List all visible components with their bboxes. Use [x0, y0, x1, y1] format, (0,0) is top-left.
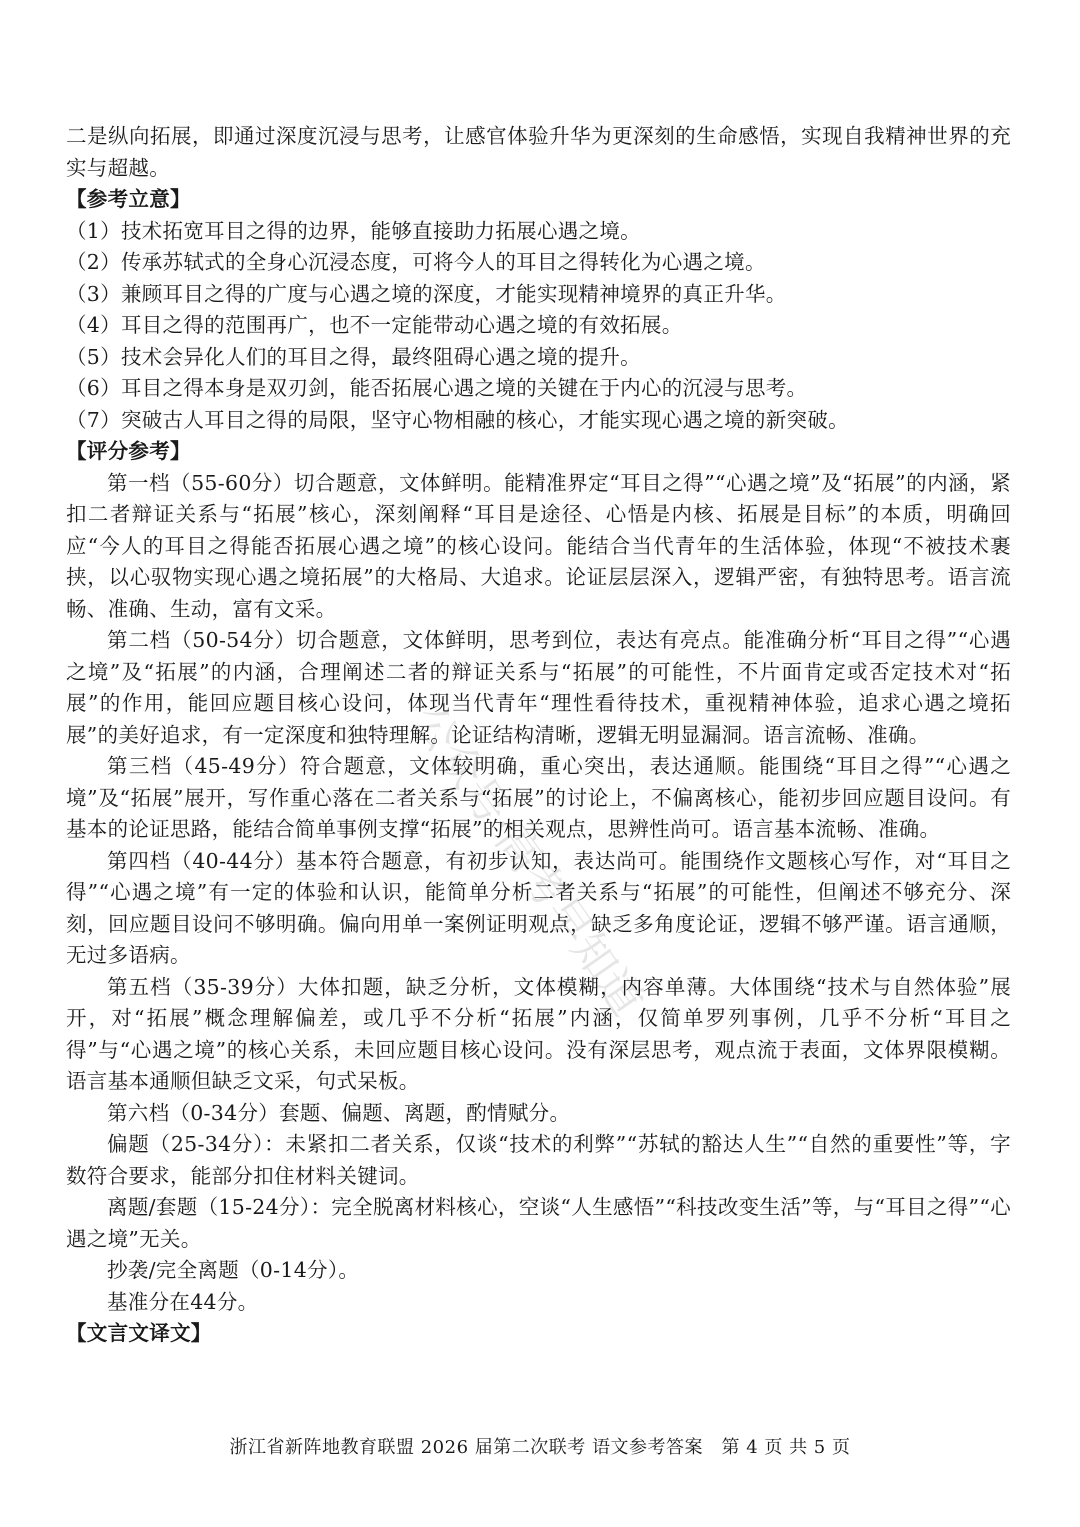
scoring-off-topic: 偏题（25-34分）：未紧扣二者关系，仅谈“技术的利弊”“苏轼的豁达人生”“自然的重要性”等，字数符合要求，能部分扣住材料关键词。 — [66, 1132, 1011, 1188]
page-footer: 浙江省新阵地教育联盟 2026 届第二次联考 语文参考答案 第 4 页 共 5 页 — [229, 1437, 851, 1458]
translation-heading: 【文言文译文】 — [66, 1321, 212, 1345]
list-item: （1）技术拓宽耳目之得的边界，能够直接助力拓展心遇之境。 — [66, 218, 641, 243]
list-item: （6）耳目之得本身是双刃剑，能否拓展心遇之境的关键在于内心的沉浸与思考。 — [66, 376, 808, 400]
scoring-tier-2: 第二档（50-54分）切合题意，文体鲜明，思考到位，表达有亮点。能准确分析“耳目之得”“心遇之境”及“拓展”的内涵，合理阐述二者的辩证关系与“拓展”的可能性，不片面肯定或否定技术对“拓展”的作用，能回应题目核心设问，体现当代青年“理性看待技术，重视精神体验，追求心遇之境拓展”的美好追求，有一定深度和独特理解。论证结构清晰，逻辑无明显漏洞。语言流畅、准确。 — [66, 628, 1011, 747]
document-body — [66, 121, 1011, 1350]
scoring-tier-1: 第一档（55-60分）切合题意，文体鲜明。能精准界定“耳目之得”“心遇之境”及“拓展”的内涵，紧扣二者辩证关系与“拓展”核心，深刻阐释“耳目是途径、心悟是内核、拓展是目标”的本质，明确回应“今人的耳目之得能否拓展心遇之境”的核心设问。能结合当代青年的生活体验，体现“不被技术裹挟，以心驭物实现心遇之境拓展”的大格局、大追求。论证层层深入，逻辑严密，有独特思考。语言流畅、准确、生动，富有文采。 — [66, 470, 1011, 621]
scoring-baseline: 基准分在44分。 — [107, 1289, 259, 1314]
list-item: （5）技术会异化人们的耳目之得，最终阻碍心遇之境的提升。 — [66, 344, 641, 369]
list-item: （3）兼顾耳目之得的广度与心遇之境的深度，才能实现精神境界的真正升华。 — [66, 281, 787, 306]
scoring-tier-6: 第六档（0-34分）套题、偏题、离题，酌情赋分。 — [107, 1100, 571, 1125]
scoring-plagiarism: 抄袭/完全离题（0-14分）。 — [107, 1258, 360, 1282]
reference-intent-list — [66, 216, 1011, 437]
scoring-tier-5: 第五档（35-39分）大体扣题，缺乏分析，文体模糊，内容单薄。大体围绕“技术与自然体验”展开，对“拓展”概念理解偏差，或几乎不分析“拓展”内涵，仅简单罗列事例，几乎不分析“耳目之得”与“心遇之境”的核心关系，未回应题目核心设问。没有深层思考，观点流于表面，文体界限模糊。语言基本通顺但缺乏文采，句式呆板。 — [66, 974, 1011, 1093]
scoring-irrelevant: 离题/套题（15-24分）：完全脱离材料核心，空谈“人生感悟”“科技改变生活”等，与“耳目之得”“心遇之境”无关。 — [66, 1195, 1011, 1251]
list-item: （4）耳目之得的范围再广，也不一定能带动心遇之境的有效拓展。 — [66, 313, 683, 337]
list-item: （2）传承苏轼式的全身心沉浸态度，可将今人的耳目之得转化为心遇之境。 — [66, 250, 766, 274]
scoring-tier-4: 第四档（40-44分）基本符合题意，有初步认知，表达尚可。能围绕作文题核心写作，对“耳目之得”“心遇之境”有一定的体验和认识，能简单分析二者关系与“拓展”的可能性，但阐述不够充分、深刻，回应题目设问不够明确。偏向用单一案例证明观点，缺乏多角度论证，逻辑不够严谨。语言通顺，无过多语病。 — [66, 848, 1011, 967]
scoring-tier-3: 第三档（45-49分）符合题意，文体较明确，重心突出，表达通顺。能围绕“耳目之得”“心遇之境”及“拓展”展开，写作重心落在二者关系与“拓展”的讨论上，不偏离核心，能初步回应题目设问。有基本的论证思路，能结合简单事例支撑“拓展”的相关观点，思辨性尚可。语言基本流畅、准确。 — [66, 754, 1011, 841]
scoring-heading: 【评分参考】 — [66, 439, 191, 463]
scoring-section — [66, 468, 1011, 1319]
watermark: 公众号·高考早知道 — [401, 696, 653, 1026]
intro-paragraph: 二是纵向拓展，即通过深度沉浸与思考，让感官体验升华为更深刻的生命感悟，实现自我精神世界的充实与超越。 — [66, 124, 1011, 180]
reference-intent-heading: 【参考立意】 — [66, 187, 191, 211]
list-item: （7）突破古人耳目之得的局限，坚守心物相融的核心，才能实现心遇之境的新突破。 — [66, 407, 849, 432]
